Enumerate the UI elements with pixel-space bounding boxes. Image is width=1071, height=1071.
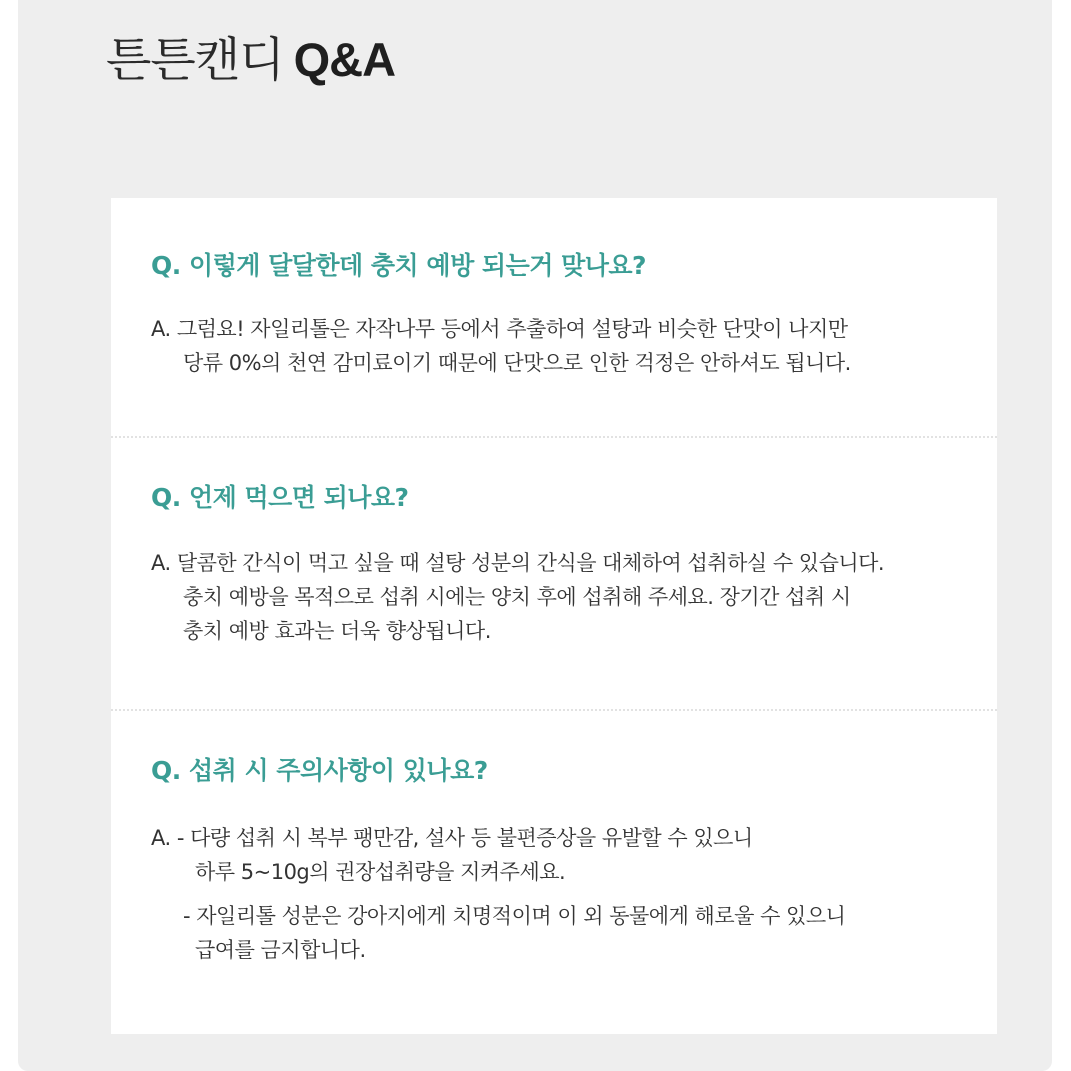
- faq-item: [111, 436, 997, 709]
- faq-answer: [151, 312, 851, 380]
- faq-question: Q. 섭취 시 주의사항이 있나요?: [151, 756, 488, 785]
- faq-answer: [151, 821, 845, 967]
- answer-line: 급여를 금지합니다.: [195, 938, 366, 962]
- answer-line: A. 달콤한 간식이 먹고 싶을 때 설탕 성분의 간식을 대체하여 섭취하실 수 있습니다.: [151, 551, 885, 575]
- brand-name: 튼튼캔디: [106, 33, 284, 88]
- answer-line: 하루 5~10g의 권장섭취량을 지켜주세요.: [195, 860, 566, 884]
- qa-label: Q&A: [293, 33, 396, 86]
- answer-line: A. - 다량 섭취 시 복부 팽만감, 설사 등 불편증상을 유발할 수 있으니: [151, 826, 753, 850]
- answer-line: 충치 예방을 목적으로 섭취 시에는 양치 후에 섭취해 주세요. 장기간 섭취 시: [183, 585, 851, 609]
- page-title: [106, 30, 395, 91]
- content-panel: [18, 0, 1052, 1071]
- faq-answer: [151, 546, 884, 648]
- answer-line: 당류 0%의 천연 감미료이기 때문에 단맛으로 인한 걱정은 안하셔도 됩니다.: [183, 351, 851, 375]
- answer-line: 충치 예방 효과는 더욱 향상됩니다.: [183, 619, 491, 643]
- answer-line: - 자일리톨 성분은 강아지에게 치명적이며 이 외 동물에게 해로울 수 있으니: [183, 904, 846, 928]
- faq-question: Q. 언제 먹으면 되나요?: [151, 483, 409, 512]
- faq-item: [111, 198, 997, 436]
- answer-line: A. 그럼요! 자일리톨은 자작나무 등에서 추출하여 설탕과 비슷한 단맛이 나지만: [151, 317, 848, 341]
- faq-card: [111, 198, 997, 1034]
- faq-question: Q. 이렇게 달달한데 충치 예방 되는거 맞나요?: [151, 251, 647, 280]
- faq-item: [111, 709, 997, 1034]
